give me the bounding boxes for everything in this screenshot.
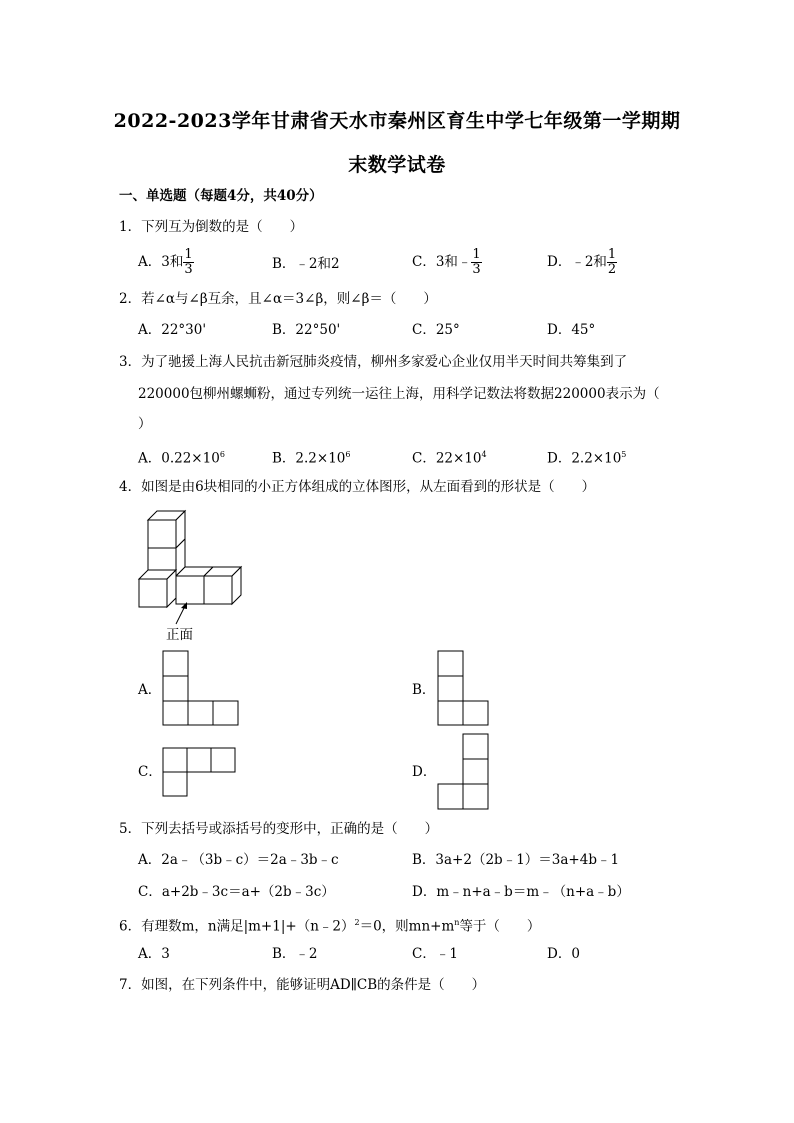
section-heading: 一、单选题（每题4分，共40分）: [119, 188, 323, 204]
q2-option-d: D．45°: [547, 322, 596, 338]
q6-stem: 6．有理数m，n满足|m+1|+（n﹣2）$^2$＝0，则$mn+m^n$等于（ ）: [119, 918, 541, 935]
q5-option-d: D．m﹣n+a﹣b＝m﹣（n+a﹣b）: [412, 884, 630, 900]
q3-stem-line-3: ）: [138, 416, 152, 432]
q1-option-b: B．﹣2和2: [272, 256, 340, 272]
q4-cube-figure: [135, 508, 245, 608]
q3-option-b: B．$2.2\times 10^6$: [272, 450, 351, 467]
q6-option-d: D．0: [547, 946, 580, 962]
q3-option-d: D．$2.2\times 10^5$: [547, 450, 627, 467]
q3-stem-line-2: 220000包柳州螺蛳粉，通过专列统一运往上海，用科学记数法将数据220000表示为（: [138, 386, 660, 402]
q4-option-d-figure: [437, 733, 491, 811]
q4-stem: 4．如图是由6块相同的小正方体组成的立体图形，从左面看到的形状是（ ）: [119, 479, 596, 495]
q6-option-a: A．3: [138, 946, 170, 962]
q1-option-d: D．﹣2和 $\frac{1}{2}$: [547, 247, 617, 277]
q4-option-c-figure: [162, 747, 240, 799]
q2-option-c: C．25°: [412, 322, 460, 338]
q3-option-a: A．$0.22\times 10^6$: [138, 450, 225, 467]
page-title-line-2: 末数学试卷: [348, 154, 446, 176]
q1-option-c: C．3和﹣ $\frac{1}{3}$: [412, 247, 481, 277]
q5-option-c: C．a+2b﹣3c＝a+（2b﹣3c）: [138, 884, 335, 900]
q1-stem: 1．下列互为倒数的是（ ）: [119, 219, 304, 235]
q3-option-c: C．$22\times 10^4$: [412, 450, 487, 467]
q6-option-b: B．﹣2: [272, 946, 318, 962]
q4-option-d-label: D．: [412, 764, 437, 780]
q4-option-b-label: B．: [412, 682, 436, 698]
q5-stem: 5．下列去括号或添括号的变形中，正确的是（ ）: [119, 821, 439, 837]
q4-option-a-label: A．: [138, 682, 162, 698]
q3-stem-line-1: 3．为了驰援上海人民抗击新冠肺炎疫情，柳州多家爱心企业仅用半天时间共筹集到了: [119, 354, 628, 370]
q1-option-a: A．3和 $\frac{1}{3}$: [138, 247, 193, 277]
q5-option-b: B．3a+2（2b﹣1）＝3a+4b﹣1: [412, 852, 620, 868]
page-title-line-1: 2022-2023学年甘肃省天水市秦州区育生中学七年级第一学期期: [113, 110, 681, 132]
q4-option-b-figure: [437, 650, 491, 726]
q7-stem: 7．如图，在下列条件中，能够证明AD∥CB的条件是（ ）: [119, 977, 486, 993]
q4-option-c-label: C．: [138, 764, 162, 780]
q4-front-label: 正面: [166, 627, 193, 643]
q2-option-b: B．22°50': [272, 322, 341, 338]
q2-option-a: A．22°30': [138, 322, 207, 338]
q5-option-a: A．2a﹣（3b﹣c）＝2a﹣3b﹣c: [138, 852, 339, 868]
q6-option-c: C．﹣1: [412, 946, 458, 962]
q4-option-a-figure: [162, 650, 240, 726]
q2-stem: 2．若∠α与∠β互余，且∠α＝3∠β，则∠β＝（ ）: [119, 291, 437, 307]
